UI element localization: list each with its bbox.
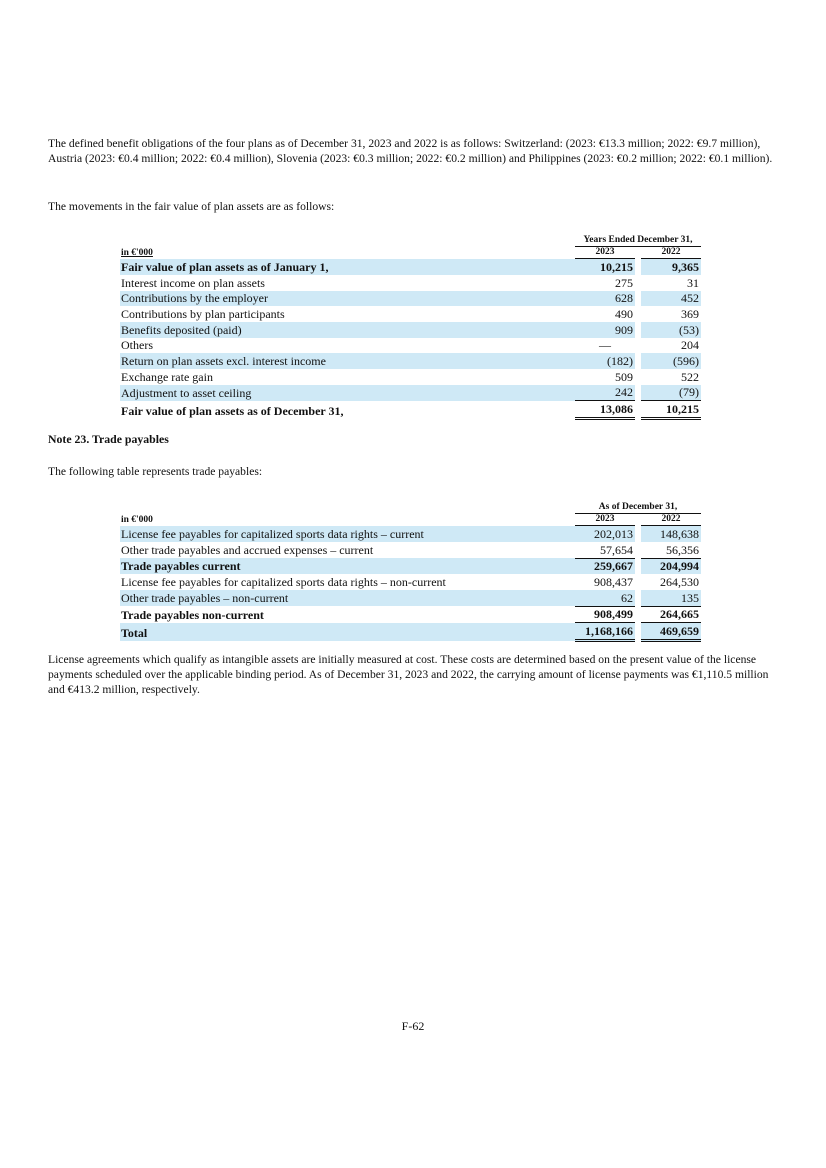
value-2023: — — [599, 338, 611, 353]
row-label: Exchange rate gain — [121, 369, 213, 384]
trade-payables-table — [120, 498, 701, 642]
row-label: Contributions by plan participants — [121, 306, 285, 321]
value-2023: 242 — [575, 385, 635, 401]
row-label: License fee payables for capitalized sports data rights – non-current — [121, 574, 446, 589]
value-2022: 31 — [687, 275, 699, 290]
table-row — [120, 590, 701, 606]
row-label: Return on plan assets excl. interest income — [120, 353, 575, 369]
value-2023: 259,667 — [575, 558, 635, 574]
row-label: Benefits deposited (paid) — [120, 322, 575, 338]
value-2022: 135 — [641, 590, 701, 606]
table-row-total — [120, 401, 701, 419]
row-label: Other trade payables and accrued expenses – current — [121, 543, 374, 558]
note-heading: Note 23. Trade payables — [48, 432, 169, 446]
row-label: Interest income on plan assets — [121, 275, 265, 290]
row-label: Fair value of plan assets as of January 1, — [120, 259, 575, 275]
row-label: Others — [121, 338, 153, 353]
value-2023: 490 — [615, 306, 633, 321]
row-label: License fee payables for capitalized sports data rights – current — [120, 526, 575, 542]
value-2023: 62 — [575, 590, 635, 606]
paragraph-defined-benefit: The defined benefit obligations of the four plans as of December 31, 2023 and 2022 is as follows: Switzerland: (2023: €13.3 million; 2022: €9.7 million), Austria (2023: €0.4 million; 2022: €0.4 million), Slovenia (2023: €0.3 million; 2022: €0.2 million) and Philippines (2023: €0.2 million; 2022: €0.1 million). — [48, 137, 773, 166]
value-2022: 10,215 — [641, 401, 701, 419]
column-header-2022: 2022 — [641, 247, 701, 259]
value-2023: 908,499 — [575, 606, 635, 623]
table-row — [120, 542, 701, 558]
column-header-2022: 2022 — [641, 514, 701, 526]
table-row — [120, 574, 701, 590]
value-2022: 522 — [681, 369, 699, 384]
table-row — [120, 259, 701, 275]
row-label: Contributions by the employer — [120, 291, 575, 307]
value-2022: (596) — [641, 353, 701, 369]
table-spacer — [120, 231, 575, 247]
table-unit-label: in €'000 — [121, 514, 153, 525]
value-2023: 13,086 — [575, 401, 635, 419]
value-2022: 148,638 — [641, 526, 701, 542]
row-label: Other trade payables – non-current — [120, 590, 575, 606]
value-2023: 202,013 — [575, 526, 635, 542]
table-row — [120, 353, 701, 369]
value-2022: (53) — [641, 322, 701, 338]
row-label: Trade payables non-current — [121, 607, 264, 622]
row-label: Fair value of plan assets as of December 31, — [121, 403, 344, 418]
plan-assets-table — [120, 231, 701, 420]
table-unit-label: in €'000 — [121, 247, 153, 258]
table-row — [120, 322, 701, 338]
value-2022: 452 — [641, 291, 701, 307]
value-2023: 1,168,166 — [575, 623, 635, 641]
value-2022: 264,665 — [641, 606, 701, 623]
value-2022: 369 — [681, 306, 699, 321]
value-2023: 909 — [575, 322, 635, 338]
value-2022: 204,994 — [641, 558, 701, 574]
table-row — [120, 338, 701, 354]
table-row — [120, 306, 701, 322]
table-row-subtotal — [120, 606, 701, 623]
table-row — [120, 291, 701, 307]
table-row — [120, 275, 701, 291]
value-2023: 57,654 — [575, 542, 635, 558]
value-2022: 9,365 — [641, 259, 701, 275]
table-span-header: Years Ended December 31, — [575, 231, 701, 247]
table-row — [120, 385, 701, 401]
page-number: F-62 — [401, 1019, 425, 1033]
value-2023: 509 — [615, 369, 633, 384]
table-row — [120, 369, 701, 385]
column-header-2023: 2023 — [575, 514, 635, 526]
table-row-subtotal — [120, 558, 701, 574]
paragraph-trade-payables-intro: The following table represents trade payables: — [48, 465, 263, 478]
value-2022: 264,530 — [660, 574, 699, 589]
column-header-2023: 2023 — [575, 247, 635, 259]
value-2022: 204 — [681, 338, 699, 353]
table-row-total — [120, 623, 701, 641]
paragraph-movements-intro: The movements in the fair value of plan assets are as follows: — [48, 200, 335, 213]
table-span-header: As of December 31, — [575, 498, 701, 514]
value-2022: (79) — [641, 385, 701, 401]
value-2022: 469,659 — [641, 623, 701, 641]
paragraph-license-agreements: License agreements which qualify as intangible assets are initially measured at cost. These costs are determined based on the present value of the license payments scheduled over the applicable binding period. As of December 31, 2023 and 2022, the carrying amount of license payments was €1,110.5 million and €413.2 million, respectively. — [48, 653, 769, 697]
value-2022: 56,356 — [641, 542, 701, 558]
value-2023: 275 — [615, 275, 633, 290]
value-2023: 10,215 — [575, 259, 635, 275]
table-row — [120, 526, 701, 542]
table-spacer — [120, 498, 575, 514]
row-label: Total — [120, 623, 575, 641]
value-2023: (182) — [575, 353, 635, 369]
row-label: Adjustment to asset ceiling — [120, 385, 575, 401]
row-label: Trade payables current — [120, 558, 575, 574]
value-2023: 628 — [575, 291, 635, 307]
value-2023: 908,437 — [594, 574, 633, 589]
